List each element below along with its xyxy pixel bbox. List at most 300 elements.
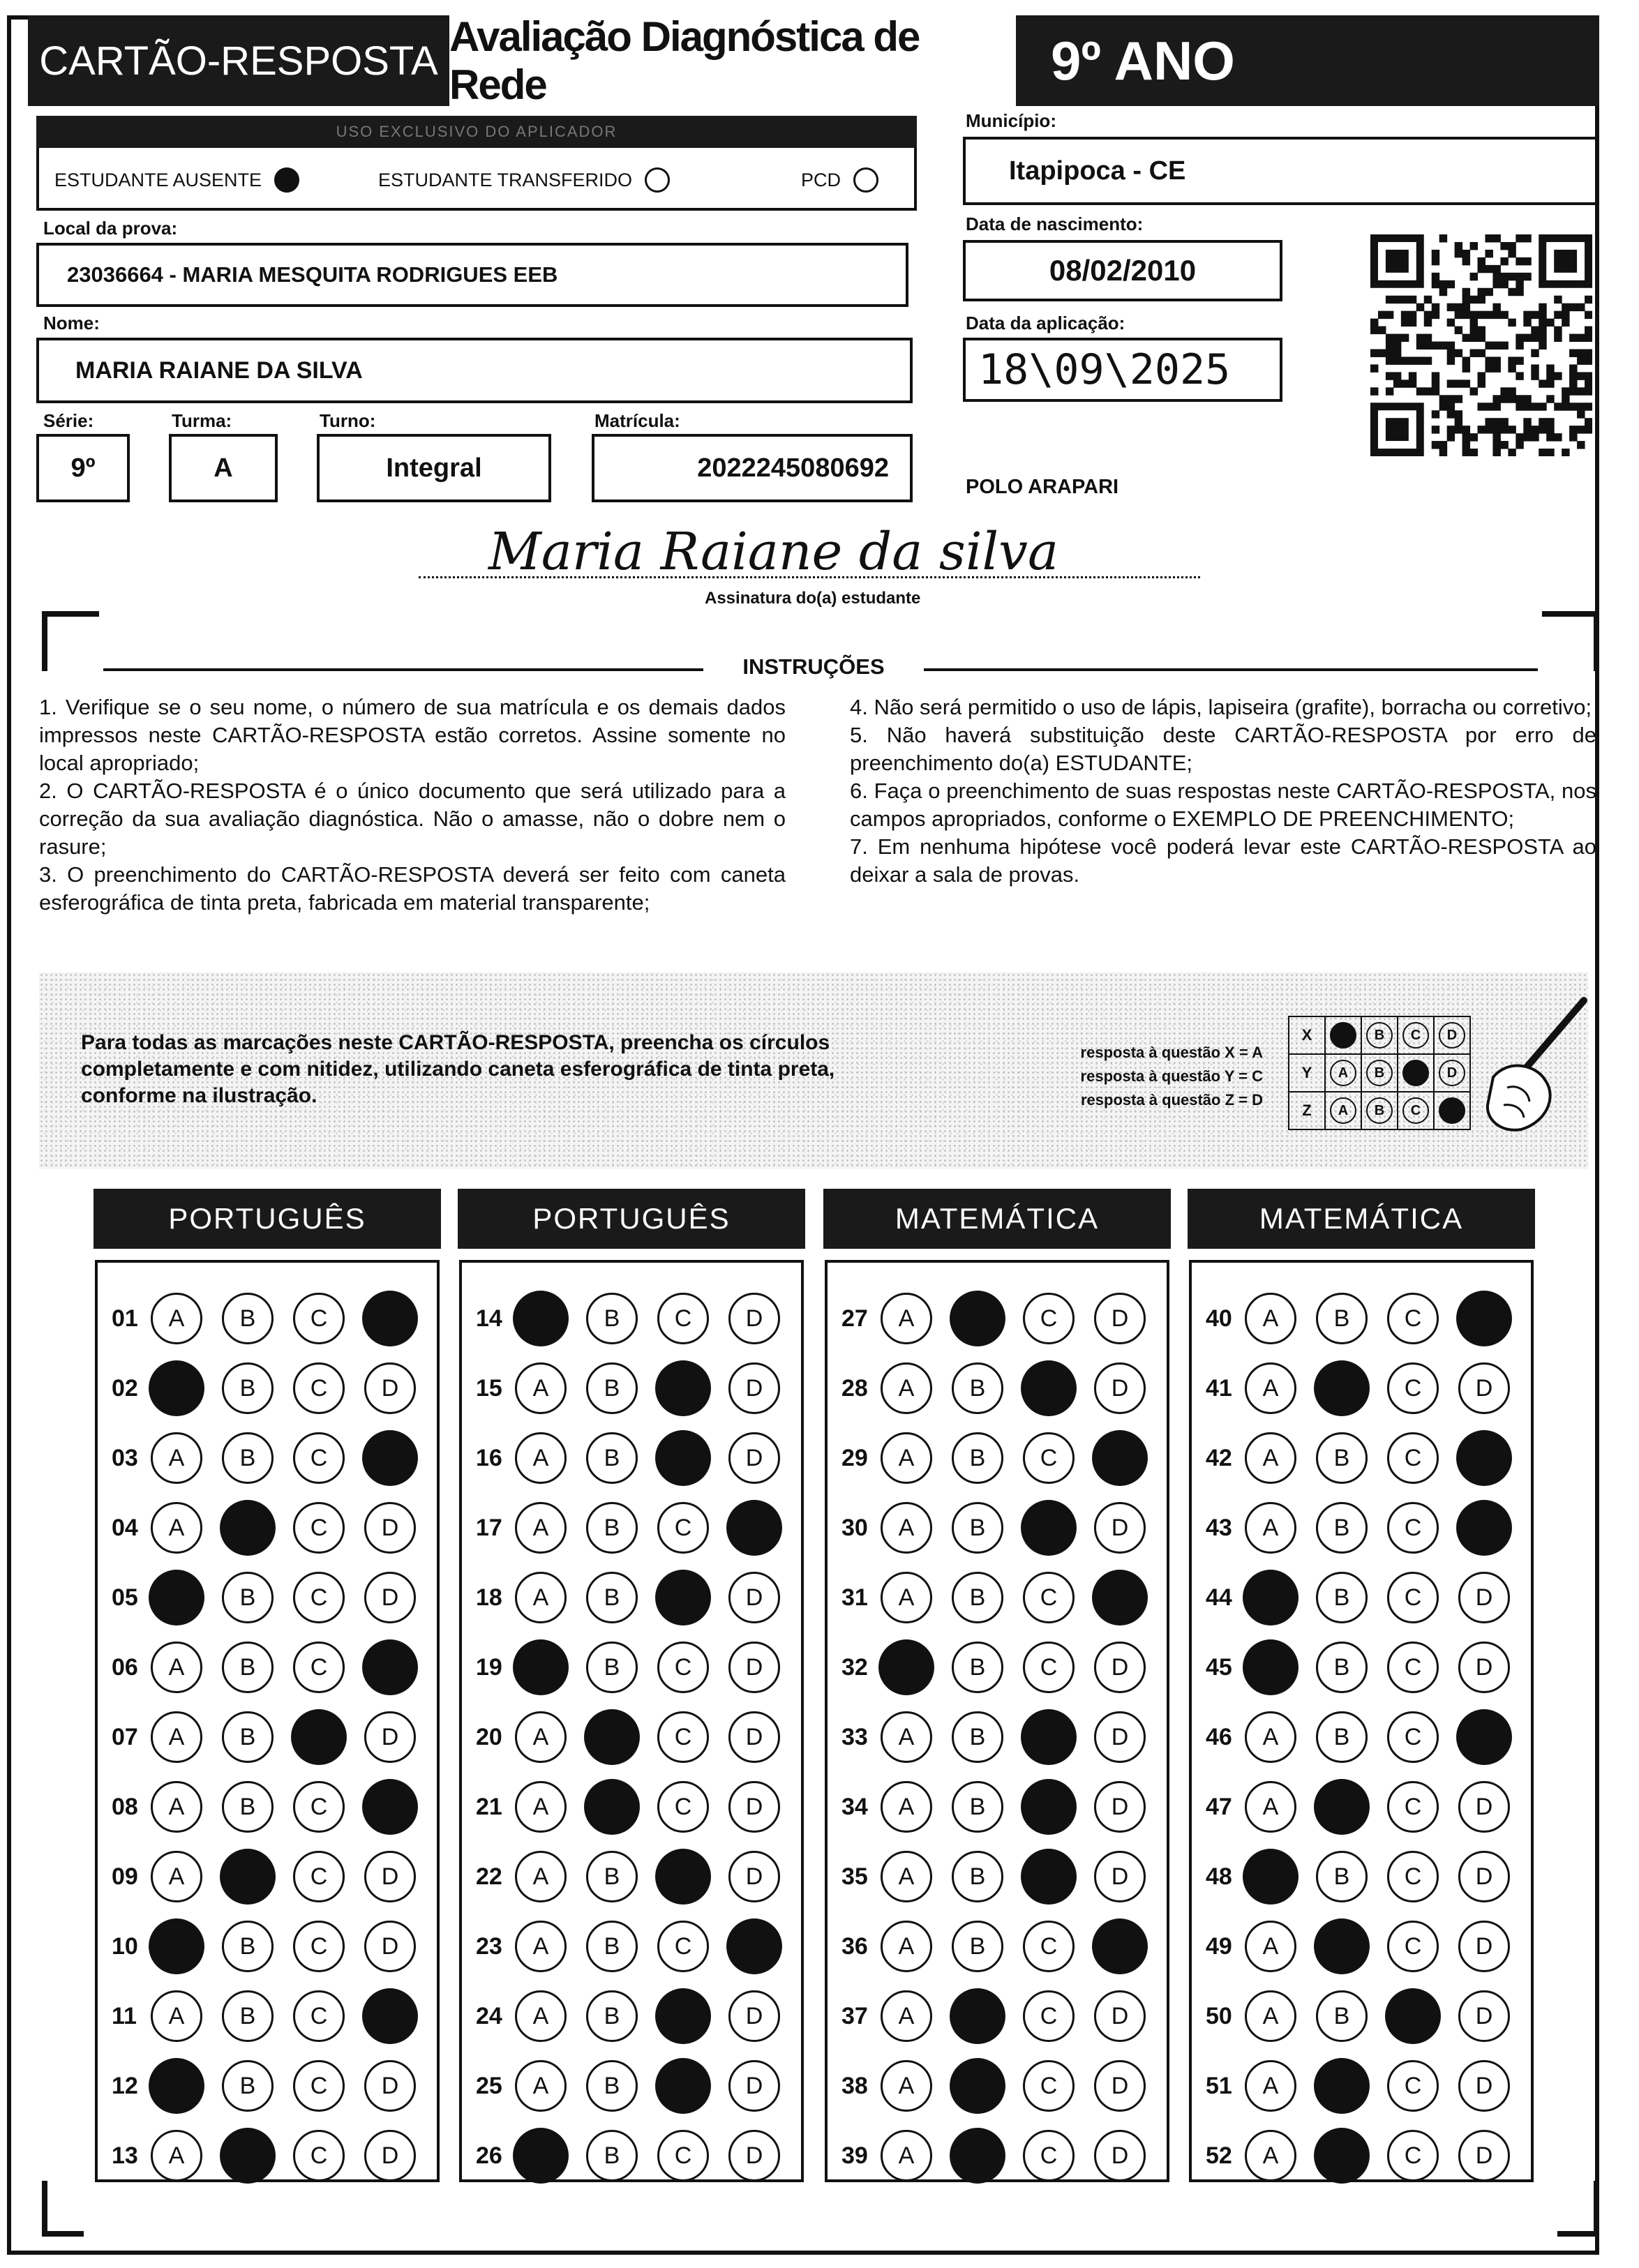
turma-label: Turma: — [172, 410, 232, 431]
answer-bubble-d[interactable]: D — [364, 1572, 416, 1623]
answer-bubble-b[interactable]: B — [586, 1851, 638, 1902]
answer-bubble-d[interactable]: D — [364, 2060, 416, 2112]
question-row — [1206, 1570, 1529, 1625]
answer-bubble-b[interactable]: B — [952, 1642, 1003, 1693]
answer-bubble-c[interactable]: C — [1023, 1642, 1075, 1693]
question-row — [1206, 1360, 1529, 1416]
question-number: 34 — [841, 1793, 868, 1820]
answer-bubble-d[interactable]: D — [1094, 1711, 1146, 1763]
answer-bubble-c[interactable]: C — [1387, 2060, 1439, 2112]
fill-example-bubble: A — [1330, 1097, 1356, 1124]
municipio-field: Itapipoca - CE — [963, 137, 1599, 205]
answer-bubble-d[interactable]: D — [1458, 1851, 1510, 1902]
answer-bubble-a[interactable]: A — [151, 1642, 202, 1693]
answer-bubble-d[interactable]: D — [728, 1432, 780, 1484]
question-row — [112, 2058, 435, 2114]
question-number: 18 — [476, 1584, 502, 1611]
answer-bubble-d[interactable]: D — [1458, 2060, 1510, 2112]
answer-bubble-a[interactable]: A — [151, 1781, 202, 1833]
answer-bubble-b[interactable]: B — [222, 1572, 274, 1623]
answer-bubble-b[interactable]: B — [222, 1642, 274, 1693]
answer-bubble-c[interactable]: C — [657, 1711, 709, 1763]
answer-bubble-a[interactable]: A — [881, 1502, 932, 1554]
answer-bubble-b[interactable]: B — [950, 1291, 1005, 1346]
column-header: MATEMÁTICA — [1188, 1189, 1535, 1249]
answer-bubble-d[interactable]: D — [362, 1291, 418, 1346]
question-number: 27 — [841, 1305, 868, 1332]
question-row — [476, 1988, 800, 2044]
question-row — [476, 1360, 800, 1416]
question-row — [476, 2128, 800, 2184]
answer-bubble-b[interactable]: B — [1314, 2128, 1370, 2184]
answer-bubble-c[interactable]: C — [655, 2058, 711, 2114]
answer-bubble-d[interactable]: D — [728, 1642, 780, 1693]
answer-bubble-a[interactable]: A — [515, 1990, 567, 2042]
answer-bubble-c[interactable]: C — [655, 1988, 711, 2044]
answer-bubble-d[interactable]: D — [1456, 1500, 1512, 1556]
answer-bubble-c[interactable]: C — [1023, 1921, 1075, 1972]
answer-bubble-b[interactable]: B — [1316, 1502, 1368, 1554]
answer-bubble-d[interactable]: D — [362, 1430, 418, 1486]
answer-bubble-a[interactable]: A — [881, 2130, 932, 2181]
fill-example-bubble: A — [1330, 1060, 1356, 1086]
answer-bubble-b[interactable]: B — [952, 1711, 1003, 1763]
answer-bubble-a[interactable]: A — [881, 1781, 932, 1833]
answer-bubble-a[interactable]: A — [149, 2058, 204, 2114]
question-number: 33 — [841, 1723, 868, 1750]
answer-bubble-d[interactable]: D — [1094, 1362, 1146, 1414]
answer-bubble-c[interactable]: C — [1023, 1990, 1075, 2042]
answer-bubble-d[interactable]: D — [726, 1500, 782, 1556]
absent-option[interactable] — [54, 167, 299, 193]
answer-bubble-d[interactable]: D — [1094, 1293, 1146, 1344]
question-number: 38 — [841, 2072, 868, 2099]
answer-bubble-a[interactable]: A — [881, 1572, 932, 1623]
fill-example-cell — [1398, 1092, 1434, 1129]
answer-bubble-a[interactable]: A — [881, 1711, 932, 1763]
answer-bubble-c[interactable]: C — [1023, 1432, 1075, 1484]
answer-bubble-c[interactable]: C — [1021, 1709, 1077, 1765]
answer-bubble-d[interactable]: D — [728, 1851, 780, 1902]
answer-column — [825, 1260, 1169, 2182]
answer-bubble-b[interactable]: B — [952, 1781, 1003, 1833]
question-number: 52 — [1206, 2142, 1232, 2169]
answer-bubble-a[interactable]: A — [515, 2060, 567, 2112]
fill-example-grid — [1288, 1016, 1471, 1130]
matricula-label: Matrícula: — [594, 410, 680, 431]
question-row — [841, 1639, 1165, 1695]
question-row — [841, 1849, 1165, 1905]
fill-example-cell — [1361, 1016, 1398, 1054]
answer-bubble-d[interactable]: D — [1458, 1642, 1510, 1693]
answer-bubble-a[interactable]: A — [881, 1921, 932, 1972]
answer-bubble-b[interactable]: B — [586, 2130, 638, 2181]
question-number: 26 — [476, 2142, 502, 2169]
answer-bubble-c[interactable]: C — [657, 1642, 709, 1693]
answer-bubble-c[interactable]: C — [1023, 2130, 1075, 2181]
answer-bubble-b[interactable]: B — [222, 1711, 274, 1763]
matricula-field: 2022245080692 — [592, 434, 913, 502]
question-number: 48 — [1206, 1863, 1232, 1890]
answer-bubble-a[interactable]: A — [515, 1502, 567, 1554]
fill-example-row-label: X — [1289, 1016, 1325, 1054]
answer-bubble-b[interactable]: B — [584, 1709, 640, 1765]
answer-bubble-c[interactable]: C — [655, 1570, 711, 1625]
answer-bubble-c[interactable]: C — [1387, 2130, 1439, 2181]
question-row — [1206, 2128, 1529, 2184]
answer-bubble-c[interactable]: C — [657, 1921, 709, 1972]
answer-bubble-d[interactable]: D — [728, 1362, 780, 1414]
question-row — [112, 1709, 435, 1765]
answer-bubble-b[interactable]: B — [1316, 1432, 1368, 1484]
instructions-title: INSTRUÇÕES — [742, 654, 885, 679]
fill-example-bubble: A — [1330, 1022, 1356, 1049]
answer-bubble-c[interactable]: C — [1387, 1781, 1439, 1833]
transferred-circle[interactable] — [645, 167, 670, 193]
answer-bubble-a[interactable]: A — [1245, 1502, 1296, 1554]
answer-bubble-a[interactable]: A — [151, 1502, 202, 1554]
answer-bubble-a[interactable]: A — [881, 2060, 932, 2112]
answer-bubble-a[interactable]: A — [515, 1362, 567, 1414]
instructions-rule — [103, 668, 703, 671]
question-number: 10 — [112, 1932, 138, 1960]
question-row — [841, 1500, 1165, 1556]
answer-bubble-a[interactable]: A — [1245, 1921, 1296, 1972]
fill-example-cell — [1325, 1054, 1361, 1092]
answer-bubble-a[interactable]: A — [513, 1291, 569, 1346]
question-number: 49 — [1206, 1932, 1232, 1960]
answer-bubble-d[interactable]: D — [1094, 1990, 1146, 2042]
answer-bubble-c[interactable]: C — [293, 1432, 345, 1484]
answer-bubble-c[interactable]: C — [1387, 1851, 1439, 1902]
answer-bubble-b[interactable]: B — [586, 1502, 638, 1554]
answer-bubble-b[interactable]: B — [220, 2128, 276, 2184]
student-signature: Maria Raiane da silva — [488, 522, 1059, 582]
answer-bubble-b[interactable]: B — [1316, 1711, 1368, 1763]
pcd-label: PCD — [801, 169, 841, 190]
answer-bubble-a[interactable]: A — [1245, 1711, 1296, 1763]
fill-example-cell — [1325, 1016, 1361, 1054]
answer-bubble-b[interactable]: B — [952, 1362, 1003, 1414]
answer-bubble-d[interactable]: D — [1094, 1781, 1146, 1833]
answer-bubble-c[interactable]: C — [293, 1642, 345, 1693]
answer-bubble-c[interactable]: C — [1387, 1362, 1439, 1414]
answer-bubble-d[interactable]: D — [728, 1781, 780, 1833]
answer-bubble-a[interactable]: A — [878, 1639, 934, 1695]
answer-bubble-d[interactable]: D — [364, 1921, 416, 1972]
answer-bubble-a[interactable]: A — [1245, 2130, 1296, 2181]
question-row — [476, 1918, 800, 1974]
answer-bubble-c[interactable]: C — [1387, 1432, 1439, 1484]
pcd-circle[interactable] — [853, 167, 878, 193]
answer-bubble-d[interactable]: D — [726, 1918, 782, 1974]
turma-field: A — [169, 434, 278, 502]
answer-bubble-b[interactable]: B — [586, 1293, 638, 1344]
answer-bubble-b[interactable]: B — [220, 1849, 276, 1905]
answer-bubble-d[interactable]: D — [364, 1851, 416, 1902]
answer-bubble-d[interactable]: D — [1092, 1570, 1148, 1625]
answer-bubble-d[interactable]: D — [728, 1990, 780, 2042]
answer-bubble-b[interactable]: B — [586, 1362, 638, 1414]
answer-bubble-b[interactable]: B — [586, 1572, 638, 1623]
column-header: PORTUGUÊS — [93, 1189, 441, 1249]
question-number: 44 — [1206, 1584, 1232, 1611]
answer-bubble-a[interactable]: A — [881, 1293, 932, 1344]
answer-bubble-d[interactable]: D — [1458, 1362, 1510, 1414]
answer-bubble-a[interactable]: A — [151, 1432, 202, 1484]
answer-bubble-b[interactable]: B — [222, 1432, 274, 1484]
answer-bubble-a[interactable]: A — [1245, 1432, 1296, 1484]
answer-bubble-c[interactable]: C — [1021, 1849, 1077, 1905]
question-number: 50 — [1206, 2002, 1232, 2029]
question-row — [841, 1918, 1165, 1974]
answer-bubble-b[interactable]: B — [222, 2060, 274, 2112]
answer-bubble-b[interactable]: B — [222, 1990, 274, 2042]
answer-bubble-a[interactable]: A — [1245, 1293, 1296, 1344]
pcd-option[interactable] — [801, 167, 878, 193]
answer-bubble-b[interactable]: B — [586, 1432, 638, 1484]
question-number: 36 — [841, 1932, 868, 1960]
answer-bubble-d[interactable]: D — [364, 1502, 416, 1554]
answer-bubble-b[interactable]: B — [222, 1781, 274, 1833]
answer-bubble-b[interactable]: B — [586, 1921, 638, 1972]
question-number: 35 — [841, 1863, 868, 1890]
answer-bubble-a[interactable]: A — [151, 1293, 202, 1344]
answer-bubble-d[interactable]: D — [728, 2060, 780, 2112]
question-row — [112, 1430, 435, 1486]
answer-bubble-c[interactable]: C — [655, 1849, 711, 1905]
question-row — [1206, 1988, 1529, 2044]
answer-bubble-c[interactable]: C — [293, 1502, 345, 1554]
answer-bubble-c[interactable]: C — [1387, 1502, 1439, 1554]
question-number: 28 — [841, 1374, 868, 1402]
fill-example-bubble: C — [1402, 1022, 1429, 1049]
answer-bubble-b[interactable]: B — [952, 1572, 1003, 1623]
answer-bubble-d[interactable]: D — [1456, 1709, 1512, 1765]
answer-column — [95, 1260, 440, 2182]
answer-bubble-b[interactable]: B — [952, 1851, 1003, 1902]
answer-bubble-d[interactable]: D — [1458, 1921, 1510, 1972]
answer-bubble-c[interactable]: C — [1023, 1572, 1075, 1623]
answer-bubble-b[interactable]: B — [1314, 1360, 1370, 1416]
answer-bubble-d[interactable]: D — [1458, 2130, 1510, 2181]
answer-bubble-a[interactable]: A — [151, 2130, 202, 2181]
answer-bubble-a[interactable]: A — [515, 1851, 567, 1902]
answer-bubble-a[interactable]: A — [1245, 1990, 1296, 2042]
answer-bubble-c[interactable]: C — [657, 1293, 709, 1344]
answer-bubble-c[interactable]: C — [1023, 1293, 1075, 1344]
question-row — [841, 1988, 1165, 2044]
answer-bubble-b[interactable]: B — [586, 1990, 638, 2042]
answer-bubble-c[interactable]: C — [657, 1502, 709, 1554]
answer-bubble-d[interactable]: D — [1094, 1502, 1146, 1554]
answer-bubble-d[interactable]: D — [364, 2130, 416, 2181]
answer-bubble-b[interactable]: B — [584, 1779, 640, 1835]
answer-bubble-d[interactable]: D — [1456, 1430, 1512, 1486]
answer-bubble-b[interactable]: B — [1316, 1851, 1368, 1902]
column-header: PORTUGUÊS — [458, 1189, 805, 1249]
answer-bubble-b[interactable]: B — [222, 1362, 274, 1414]
answer-bubble-d[interactable]: D — [364, 1362, 416, 1414]
answer-bubble-c[interactable]: C — [293, 1990, 345, 2042]
question-number: 11 — [112, 2002, 137, 2029]
answer-bubble-c[interactable]: C — [1387, 1642, 1439, 1693]
answer-bubble-c[interactable]: C — [293, 1362, 345, 1414]
corner-mark — [1542, 611, 1599, 671]
question-number: 17 — [476, 1514, 502, 1541]
legend-line: resposta à questão Y = C — [1080, 1067, 1263, 1085]
answer-bubble-d[interactable]: D — [1458, 1572, 1510, 1623]
answer-bubble-a[interactable]: A — [151, 1711, 202, 1763]
answer-bubble-c[interactable]: C — [1387, 1921, 1439, 1972]
answer-bubble-d[interactable]: D — [1092, 1430, 1148, 1486]
answer-bubble-b[interactable]: B — [222, 1293, 274, 1344]
answer-bubble-a[interactable]: A — [1243, 1639, 1299, 1695]
answer-bubble-c[interactable]: C — [1021, 1360, 1077, 1416]
answer-bubble-b[interactable]: B — [950, 2128, 1005, 2184]
fill-example-bubble: B — [1366, 1097, 1393, 1124]
answer-bubble-a[interactable]: A — [515, 1711, 567, 1763]
answer-bubble-a[interactable]: A — [1245, 2060, 1296, 2112]
answer-bubble-d[interactable]: D — [1094, 2130, 1146, 2181]
applicator-bar: USO EXCLUSIVO DO APLICADOR — [36, 116, 917, 148]
question-row — [112, 2128, 435, 2184]
question-row — [841, 2058, 1165, 2114]
answer-bubble-d[interactable]: D — [1092, 1918, 1148, 1974]
answer-bubble-c[interactable]: C — [293, 2130, 345, 2181]
answer-bubble-c[interactable]: C — [1023, 2060, 1075, 2112]
answer-bubble-b[interactable]: B — [1314, 1779, 1370, 1835]
answer-bubble-a[interactable]: A — [151, 1851, 202, 1902]
answer-bubble-c[interactable]: C — [293, 1781, 345, 1833]
answer-bubble-a[interactable]: A — [1243, 1570, 1299, 1625]
nascimento-label: Data de nascimento: — [966, 213, 1144, 234]
fill-example-bubble: C — [1402, 1097, 1429, 1124]
question-number: 22 — [476, 1863, 502, 1890]
answer-bubble-b[interactable]: B — [950, 2058, 1005, 2114]
answer-bubble-a[interactable]: A — [881, 1851, 932, 1902]
answer-bubble-b[interactable]: B — [952, 1921, 1003, 1972]
answer-bubble-b[interactable]: B — [950, 1988, 1005, 2044]
answer-bubble-a[interactable]: A — [149, 1570, 204, 1625]
answer-bubble-b[interactable]: B — [1316, 1572, 1368, 1623]
answer-bubble-b[interactable]: B — [1316, 1642, 1368, 1693]
instruction-4: 4. Não será permitido o uso de lápis, lapiseira (grafite), borracha ou corretivo; — [850, 695, 1592, 719]
answer-bubble-a[interactable]: A — [881, 1362, 932, 1414]
fill-example-bubble: D — [1439, 1097, 1465, 1124]
fill-example-legend — [991, 1041, 1263, 1112]
answer-bubble-c[interactable]: C — [293, 1851, 345, 1902]
question-number: 14 — [476, 1305, 502, 1332]
answer-bubble-b[interactable]: B — [586, 2060, 638, 2112]
absent-circle[interactable] — [274, 167, 299, 193]
answer-bubble-a[interactable]: A — [1243, 1849, 1299, 1905]
answer-bubble-c[interactable]: C — [293, 1293, 345, 1344]
answer-bubble-d[interactable]: D — [1094, 1642, 1146, 1693]
answer-bubble-a[interactable]: A — [513, 2128, 569, 2184]
question-number: 40 — [1206, 1305, 1232, 1332]
answer-bubble-d[interactable]: D — [362, 1988, 418, 2044]
answer-bubble-c[interactable]: C — [1387, 1572, 1439, 1623]
question-number: 37 — [841, 2002, 868, 2029]
answer-bubble-c[interactable]: C — [293, 2060, 345, 2112]
column-header: MATEMÁTICA — [823, 1189, 1171, 1249]
answer-bubble-d[interactable]: D — [728, 1293, 780, 1344]
answer-bubble-b[interactable]: B — [222, 1921, 274, 1972]
answer-bubble-d[interactable]: D — [362, 1779, 418, 1835]
answer-bubble-d[interactable]: D — [1458, 1781, 1510, 1833]
instruction-3: 3. O preenchimento do CARTÃO-RESPOSTA deverá ser feito com caneta esferográfica de tinta preta, fabricada em material transparente; — [39, 862, 786, 915]
answer-bubble-b[interactable]: B — [1316, 1293, 1368, 1344]
answer-bubble-d[interactable]: D — [728, 2130, 780, 2181]
question-number: 13 — [112, 2142, 138, 2169]
answer-bubble-a[interactable]: A — [515, 1432, 567, 1484]
answer-bubble-c[interactable]: C — [293, 1921, 345, 1972]
answer-bubble-c[interactable]: C — [291, 1709, 347, 1765]
answer-bubble-c[interactable]: C — [1021, 1779, 1077, 1835]
answer-bubble-c[interactable]: C — [655, 1360, 711, 1416]
question-number: 19 — [476, 1653, 502, 1681]
answer-bubble-a[interactable]: A — [1245, 1362, 1296, 1414]
answer-bubble-c[interactable]: C — [293, 1572, 345, 1623]
answer-bubble-d[interactable]: D — [1094, 2060, 1146, 2112]
question-number: 15 — [476, 1374, 502, 1402]
answer-bubble-a[interactable]: A — [1245, 1781, 1296, 1833]
answer-bubble-b[interactable]: B — [586, 1642, 638, 1693]
answer-bubble-b[interactable]: B — [952, 1502, 1003, 1554]
question-row — [1206, 1849, 1529, 1905]
answer-bubble-a[interactable]: A — [149, 1360, 204, 1416]
answer-bubble-b[interactable]: B — [1314, 2058, 1370, 2114]
answer-bubble-b[interactable]: B — [220, 1500, 276, 1556]
aplicacao-label: Data da aplicação: — [966, 313, 1125, 333]
answer-bubble-d[interactable]: D — [728, 1572, 780, 1623]
fill-example-cell — [1361, 1092, 1398, 1129]
corner-mark — [42, 2181, 84, 2237]
answer-bubble-d[interactable]: D — [1458, 1990, 1510, 2042]
answer-bubble-c[interactable]: C — [655, 1430, 711, 1486]
answer-bubble-c[interactable]: C — [1387, 1293, 1439, 1344]
answer-bubble-a[interactable]: A — [515, 1781, 567, 1833]
answer-bubble-b[interactable]: B — [952, 1432, 1003, 1484]
corner-mark — [42, 611, 99, 671]
answer-bubble-a[interactable]: A — [151, 1990, 202, 2042]
serie-label: Série: — [43, 410, 94, 431]
answer-bubble-a[interactable]: A — [515, 1921, 567, 1972]
answer-bubble-d[interactable]: D — [362, 1639, 418, 1695]
answer-bubble-b[interactable]: B — [1314, 1918, 1370, 1974]
answer-bubble-c[interactable]: C — [657, 1781, 709, 1833]
answer-bubble-c[interactable]: C — [1021, 1500, 1077, 1556]
answer-bubble-c[interactable]: C — [1385, 1988, 1441, 2044]
question-number: 24 — [476, 2002, 502, 2029]
answer-bubble-a[interactable]: A — [881, 1990, 932, 2042]
answer-bubble-a[interactable]: A — [513, 1639, 569, 1695]
nome-label: Nome: — [43, 313, 100, 333]
answer-bubble-d[interactable]: D — [1456, 1291, 1512, 1346]
answer-bubble-b[interactable]: B — [1316, 1990, 1368, 2042]
answer-bubble-d[interactable]: D — [728, 1711, 780, 1763]
answer-bubble-c[interactable]: C — [657, 2130, 709, 2181]
answer-bubble-d[interactable]: D — [364, 1711, 416, 1763]
answer-bubble-c[interactable]: C — [1387, 1711, 1439, 1763]
answer-bubble-a[interactable]: A — [149, 1918, 204, 1974]
transferred-option[interactable] — [378, 167, 670, 193]
answer-bubble-a[interactable]: A — [881, 1432, 932, 1484]
question-row — [841, 1291, 1165, 1346]
answer-bubble-d[interactable]: D — [1094, 1851, 1146, 1902]
answer-bubble-a[interactable]: A — [515, 1572, 567, 1623]
